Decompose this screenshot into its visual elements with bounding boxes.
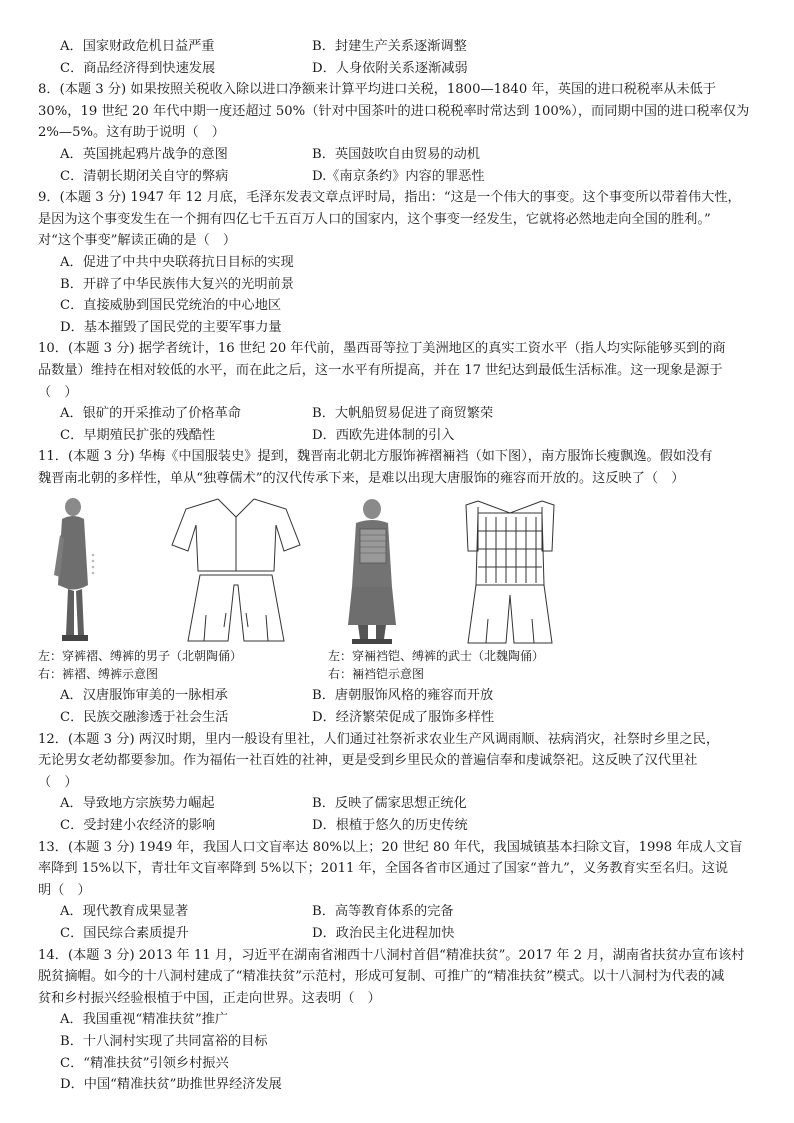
q9-stem-line: 是因为这个事变发生在一个拥有四亿七千五百万人口的国家内，这个事变一经发生，它就将必然地走向全国的胜利。”	[38, 211, 711, 227]
q12-stem-line: 12．(本题 3 分) 两汉时期，里内一般设有里社，人们通过社祭祈求农业生产风调雨顺、祛病消灾，社祭时乡里之民，	[38, 731, 720, 747]
option-b[interactable]: B．大帆船贸易促进了商贸繁荣	[312, 406, 494, 422]
q11-stem-line: 11．(本题 3 分) 华梅《中国服装史》提到，魏晋南北朝北方服饰裤褶裲裆（如下图），南方服饰长瘦飘逸。假如没有	[38, 449, 713, 465]
q10-stem-line: （ ）	[38, 384, 78, 400]
option-a[interactable]: A．促进了中共中央联蒋抗日目标的实现	[60, 254, 294, 270]
exam-page	[38, 36, 758, 1096]
question-10	[38, 338, 758, 446]
question-14	[38, 945, 758, 1096]
q12-stem-line: （ ）	[38, 774, 78, 790]
figure-caption: 右：裲裆铠示意图	[328, 667, 425, 682]
option-c[interactable]: C．清朝长期闭关自守的弊病	[60, 168, 229, 184]
q13-stem-line: 率降到 15%以下，青壮年文盲率降到 5%以下；2011 年，全国各省市区通过了国家“普九”，义务教育实至名归。这说	[38, 861, 729, 877]
question-12	[38, 729, 758, 837]
figure-caption: 左：穿裤褶、缚裤的男子（北朝陶俑）	[38, 649, 243, 664]
option-c[interactable]: C．直接威胁到国民党统治的中心地区	[60, 298, 282, 314]
option-b[interactable]: B．封建生产关系逐渐调整	[312, 39, 467, 54]
question-13	[38, 837, 758, 945]
option-c[interactable]: C．早期殖民扩张的残酷性	[60, 427, 216, 443]
option-d[interactable]: D．中国“精准扶贫”助推世界经济发展	[60, 1077, 282, 1093]
q9-stem-line: 对“这个事变”解读正确的是（ ）	[38, 233, 237, 249]
q9-stem-line: 9．(本题 3 分) 1947 年 12 月底，毛泽东发表文章点评时局，指出：“这是一个伟大的事变。这个事变所以带着伟大性，	[38, 190, 741, 206]
option-a[interactable]: A．现代教育成果显著	[60, 904, 189, 920]
figurine-man-image	[48, 495, 98, 645]
q10-stem-line: 品数量）维持在相对较低的水平，而在此之后，这一水平有所提高，并在 17 世纪达到最低生活标准。这一现象是源于	[38, 362, 723, 378]
option-d[interactable]: D．政治民主化进程加快	[312, 926, 455, 941]
q8-options	[38, 144, 758, 187]
option-d[interactable]: D．人身依附关系逐渐减弱	[312, 60, 468, 76]
q14-stem-line: 脱贫摘帽。如今的十八洞村建成了“精准扶贫”示范村，形成可复制、可推广的“精准扶贫”模式。以十八洞村为代表的减	[38, 969, 725, 985]
option-a[interactable]: A．银矿的开采推动了价格革命	[60, 406, 241, 422]
q13-stem-line: 明（ ）	[38, 882, 91, 898]
q13-options	[38, 901, 758, 944]
option-a[interactable]: A．汉唐服饰审美的一脉相承	[60, 688, 228, 704]
figurine-warrior-image	[338, 495, 408, 645]
option-c[interactable]: C．民族交融渗透于社会生活	[60, 710, 229, 726]
q14-stem-line: 贫和乡村振兴经验根植于中国，正走向世界。这表明（ ）	[38, 990, 381, 1006]
q7-options	[38, 36, 758, 79]
q14-stem-line: 14．(本题 3 分) 2013 年 11 月，习近平在湖南省湘西十八洞村首倡“精准扶贫”。2017 年 2 月，湖南省扶贫办宣布该村	[38, 947, 745, 963]
option-d[interactable]: D.《南京条约》内容的罪恶性	[312, 168, 485, 184]
option-c[interactable]: C．受封建小农经济的影响	[60, 818, 216, 834]
q8-stem-line: 2%—5%。这有助于说明（ ）	[38, 125, 225, 141]
option-a[interactable]: A．英国挑起鸦片战争的意图	[60, 146, 228, 162]
q12-options	[38, 793, 758, 836]
option-b[interactable]: B．高等教育体系的完备	[312, 904, 454, 920]
question-9	[38, 187, 758, 338]
question-8	[38, 79, 758, 187]
q10-stem-line: 10．(本题 3 分) 据学者统计，16 世纪 20 年代前，墨西哥等拉丁美洲地区的真实工资水平（指人均实际能够买到的商	[38, 341, 726, 357]
option-d[interactable]: D．根植于悠久的历史传统	[312, 818, 468, 834]
option-d[interactable]: D．西欧先进体制的引入	[312, 427, 455, 443]
kuzhe-diagram-image	[166, 495, 306, 645]
figure-caption: 右：裤褶、缚裤示意图	[38, 667, 159, 682]
question-11	[38, 446, 758, 728]
liangdang-armor-diagram-image	[448, 495, 573, 645]
option-c[interactable]: C．商品经济得到快速发展	[60, 60, 216, 76]
option-c[interactable]: C．国民综合素质提升	[60, 926, 189, 941]
q11-stem-line: 魏晋南北朝的多样性，单从“独尊儒术”的汉代传承下来，是难以出现大唐服饰的雍容而开放的。这反映了（ ）	[38, 470, 685, 486]
option-b[interactable]: B．反映了儒家思想正统化	[312, 796, 467, 812]
q13-stem-line: 13．(本题 3 分) 1949 年，我国人口文盲率达 80%以上；20 世纪 80 年代，我国城镇基本扫除文盲，1998 年成人文盲	[38, 839, 743, 855]
q11-options	[38, 685, 758, 728]
q8-stem-line: 30%，19 世纪 20 年代中期一度还超过 50%（针对中国茶叶的进口税税率时常达到 100%），而同期中国的进口税率仅为	[38, 103, 750, 119]
q12-stem-line: 无论男女老幼都要参加。作为福佑一社百姓的社神，更是受到乡里民众的普遍信奉和虔诚祭祀。这反映了汉代里社	[38, 753, 698, 769]
option-a[interactable]: A．国家财政危机日益严重	[60, 39, 215, 54]
option-d[interactable]: D．基本摧毁了国民党的主要军事力量	[60, 319, 282, 335]
option-a[interactable]: A．导致地方宗族势力崛起	[60, 796, 215, 812]
figure-caption: 左：穿裲裆铠、缚裤的武士（北魏陶俑）	[328, 649, 545, 664]
option-b[interactable]: B．十八洞村实现了共同富裕的目标	[60, 1033, 268, 1049]
q11-figure	[38, 495, 758, 685]
option-c[interactable]: C．“精准扶贫”引领乡村振兴	[60, 1055, 229, 1071]
option-b[interactable]: B．唐朝服饰风格的雍容而开放	[312, 688, 494, 704]
q10-options	[38, 403, 758, 446]
option-b[interactable]: B．开辟了中华民族伟大复兴的光明前景	[60, 276, 294, 292]
option-d[interactable]: D．经济繁荣促成了服饰多样性	[312, 710, 495, 726]
q8-stem-line: 8．(本题 3 分) 如果按照关税收入除以进口净额来计算平均进口关税，1800—1840 年，英国的进口税税率从未低于	[38, 82, 717, 98]
option-a[interactable]: A．我国重视“精准扶贫”推广	[60, 1012, 229, 1028]
option-b[interactable]: B．英国鼓吹自由贸易的动机	[312, 146, 480, 162]
